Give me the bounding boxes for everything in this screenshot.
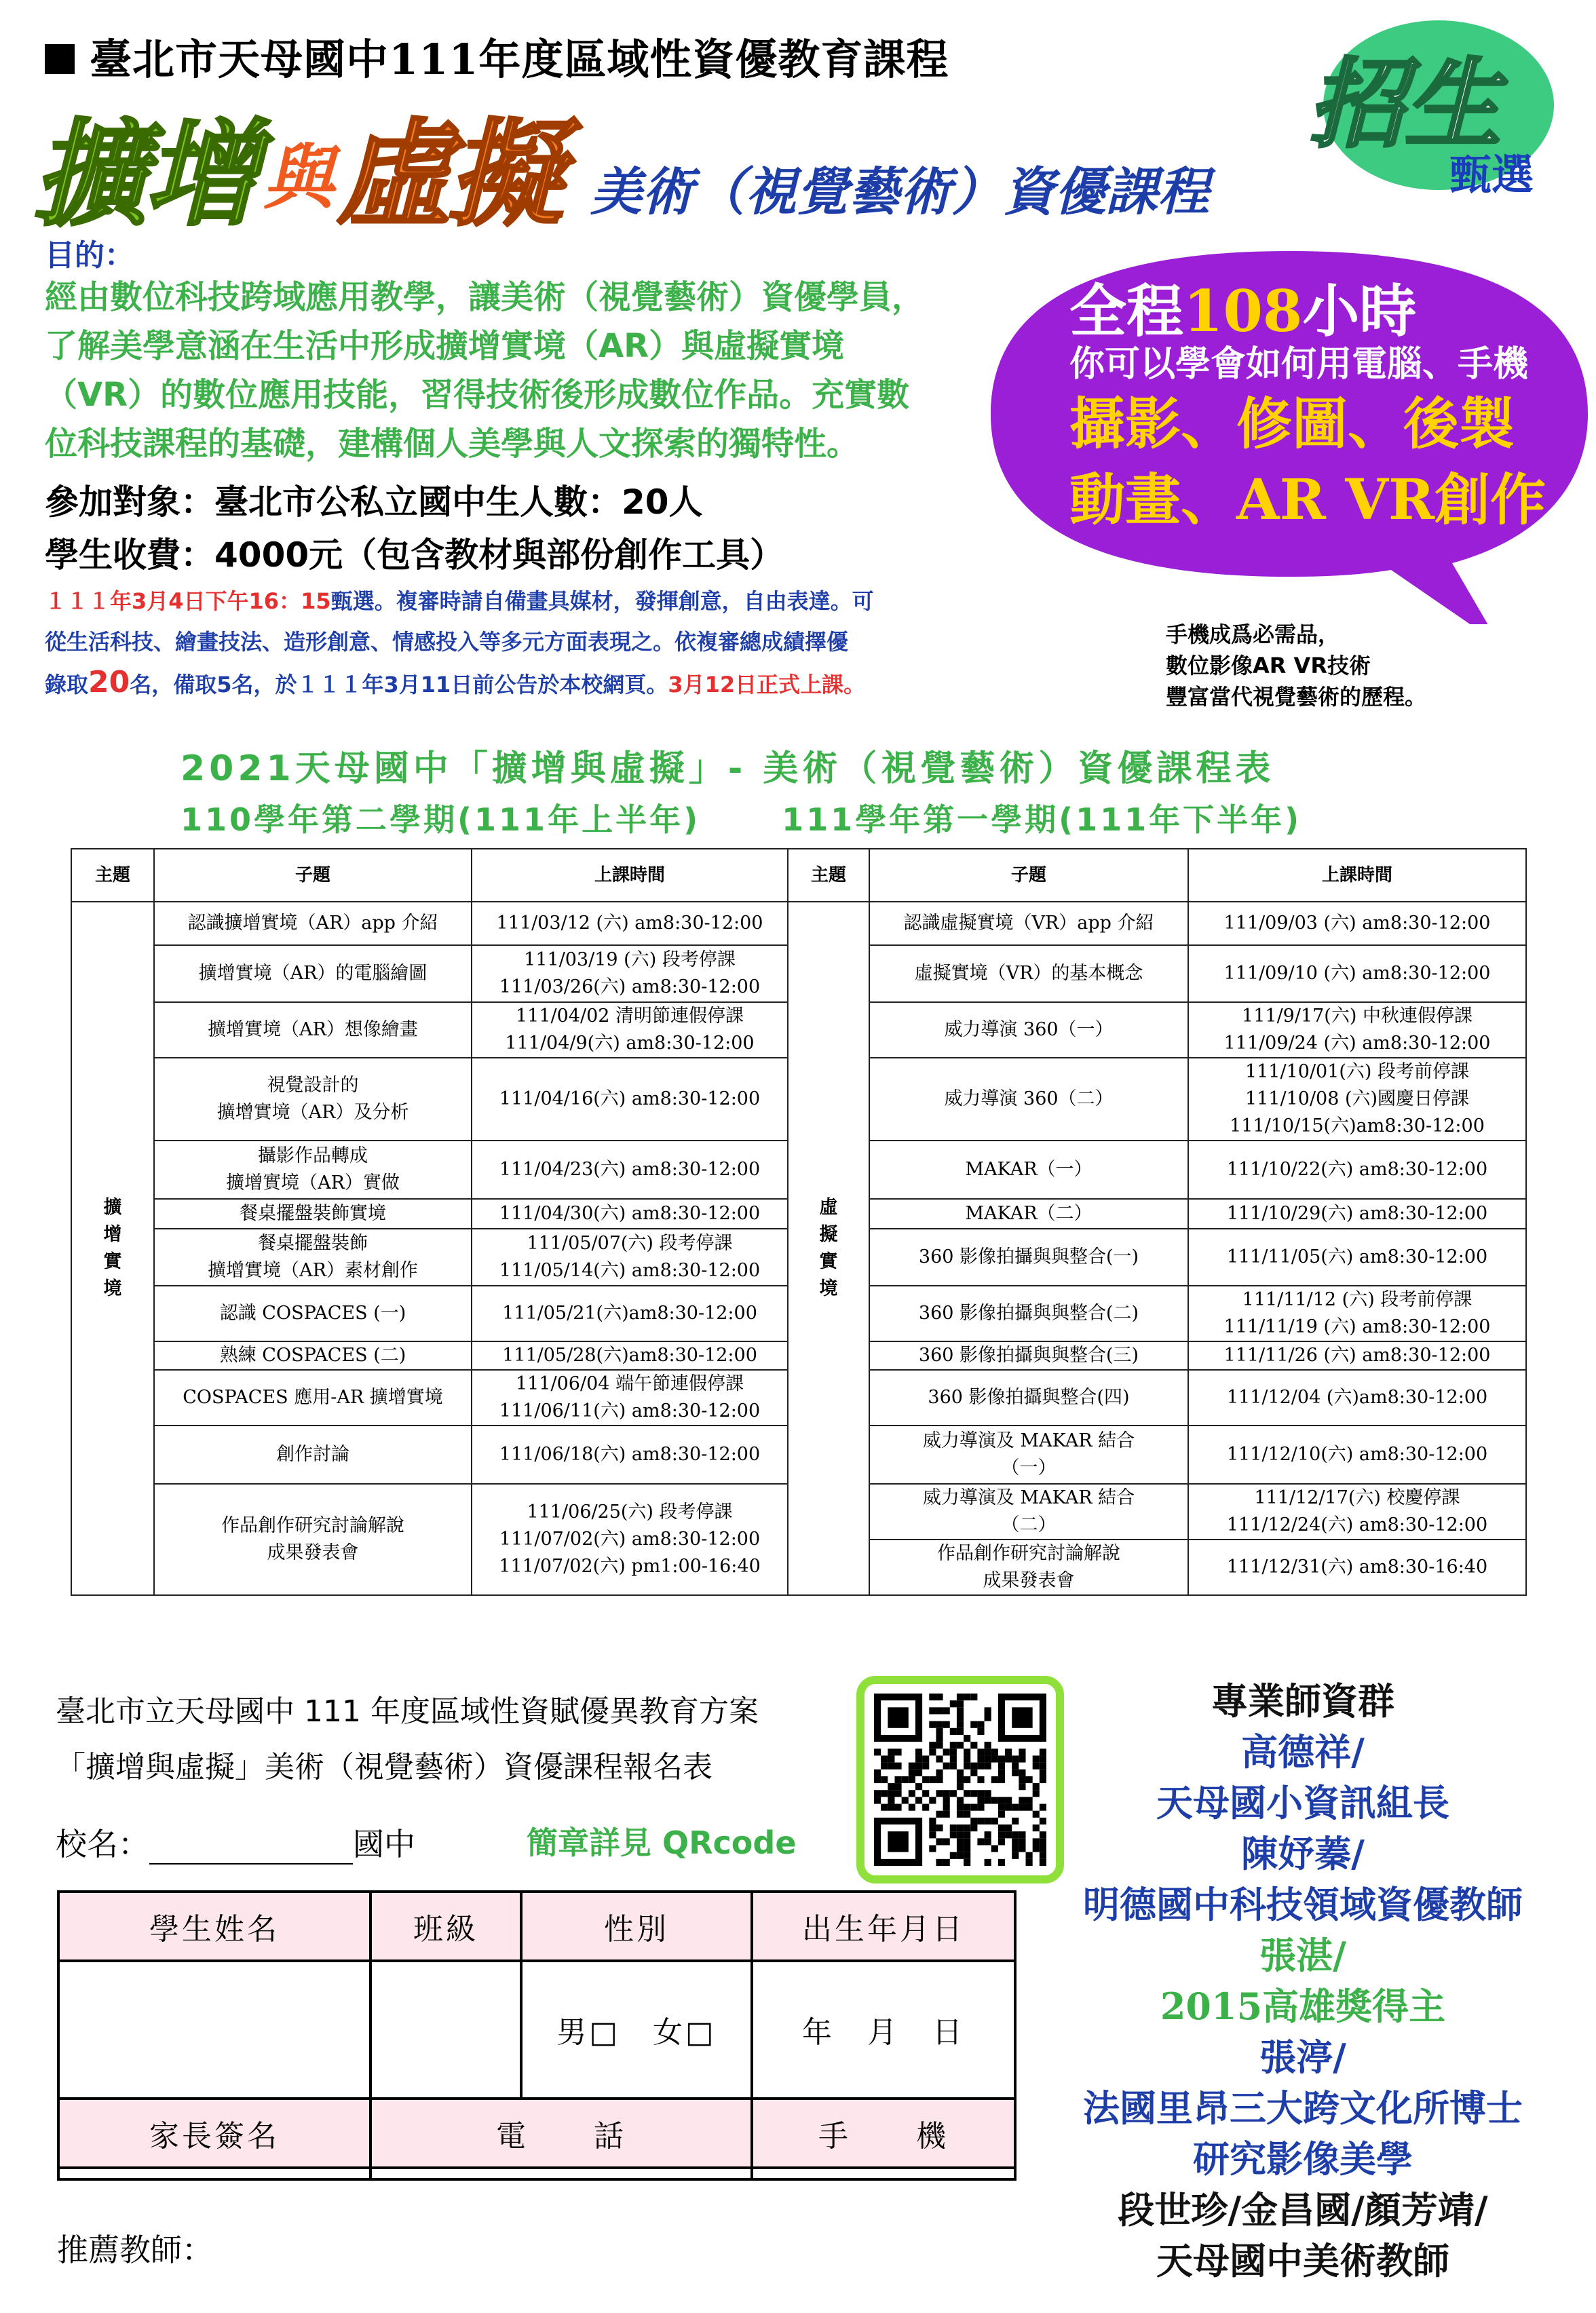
topic-cell: 擴增實境（AR）想像繪畫: [154, 1002, 472, 1058]
topic-cell: 虛擬實境（VR）的基本概念: [869, 945, 1188, 1002]
topic-cell: 擴增實境（AR）的電腦繪圖: [154, 945, 472, 1002]
topic-cell: 認識 COSPACES (一): [154, 1286, 472, 1341]
start-date: 3月12日正式上課。: [668, 672, 866, 697]
topic-cell: MAKAR（二）: [869, 1199, 1188, 1229]
time-cell: 111/11/26 (六) am8:30-12:00: [1188, 1341, 1526, 1370]
table-header: 子題: [154, 849, 472, 902]
purpose-line: 經由數位科技跨域應用教學，讓美術（視覺藝術）資優學員，: [45, 278, 925, 316]
staff-line: 天母國小資訊組長: [1156, 1781, 1449, 1824]
birthdate-field[interactable]: 年 月 日: [752, 1961, 1015, 2099]
notice-text: 甄選。複審時請自備畫具媒材，發揮創意，自由表達。可: [330, 588, 874, 614]
time-cell: 111/10/22(六) am8:30-12:00: [1188, 1141, 1526, 1199]
staff-line: 專業師資群: [1211, 1679, 1394, 1723]
form-subtitle: 「擴增與虛擬」美術（視覺藝術）資優課程報名表: [56, 1750, 712, 1784]
notice-text: 從生活科技、繪畫技法、造形創意、情感投入等多元方面表現之。依複審總成績擇優: [45, 629, 849, 655]
purpose-heading: 目的：: [45, 238, 134, 273]
time-cell: 111/11/05(六) am8:30-12:00: [1188, 1229, 1526, 1286]
time-cell: 111/11/12 (六) 段考前停課 111/11/19 (六) am8:30-12:00: [1188, 1286, 1526, 1341]
theme-cell: 虛 擬 實 境: [788, 902, 869, 1595]
topic-cell: 作品創作研究討論解說 成果發表會: [154, 1484, 472, 1595]
topic-cell: 認識擴增實境（AR）app 介紹: [154, 902, 472, 945]
topic-cell: 360 影像拍攝與整合(四): [869, 1370, 1188, 1426]
registration-form: [57, 1890, 1016, 2181]
staff-line: 陳妤蓁/: [1241, 1832, 1365, 1875]
form-label: 手 機: [752, 2099, 1015, 2168]
time-cell: 111/09/03 (六) am8:30-12:00: [1188, 902, 1526, 945]
banner-subtitle: 美術（視覺藝術）資優課程: [590, 161, 1209, 222]
bubble-line3: 攝影、修圖、後製: [1069, 392, 1515, 457]
time-cell: 111/12/10(六) am8:30-12:00: [1188, 1426, 1526, 1484]
topic-cell: 360 影像拍攝與與整合(一): [869, 1229, 1188, 1286]
staff-list: [1031, 1676, 1574, 2287]
time-cell: 111/06/18(六) am8:30-12:00: [472, 1426, 788, 1484]
time-cell: 111/12/31(六) am8:30-16:40: [1188, 1540, 1526, 1595]
topic-cell: 餐桌擺盤裝飾實境: [154, 1199, 472, 1229]
mobile-field[interactable]: [752, 2168, 1015, 2179]
parent-signature-field[interactable]: [58, 2168, 370, 2179]
topic-cell: 360 影像拍攝與與整合(三): [869, 1341, 1188, 1370]
theme-cell: 擴 增 實 境: [71, 902, 154, 1595]
table-header: 主題: [788, 849, 869, 902]
topic-cell: 熟練 COSPACES (二): [154, 1341, 472, 1370]
topic-cell: 威力導演 360（二）: [869, 1058, 1188, 1141]
banner-ar-text: 擴增: [33, 108, 256, 242]
time-cell: 111/9/17(六) 中秋連假停課 111/09/24 (六) am8:30-12:00: [1188, 1002, 1526, 1058]
page-header: 臺北市天母國中111年度區域性資優教育課程: [45, 26, 949, 86]
staff-line: 高德祥/: [1241, 1730, 1365, 1774]
staff-line: 法國里昂三大跨文化所博士: [1083, 2086, 1523, 2130]
form-label: 電 話: [370, 2099, 752, 2168]
time-cell: 111/06/04 端午節連假停課 111/06/11(六) am8:30-12:00: [472, 1370, 788, 1426]
time-cell: 111/04/02 清明節連假停課 111/04/9(六) am8:30-12:00: [472, 1002, 788, 1058]
topic-cell: 攝影作品轉成 擴增實境（AR）實做: [154, 1141, 472, 1199]
bubble-line2: 你可以學會如何用電腦、手機: [1069, 344, 1529, 385]
time-cell: 111/04/23(六) am8:30-12:00: [472, 1141, 788, 1199]
purpose-line: （VR）的數位應用技能，習得技術後形成數位作品。充實數: [45, 376, 910, 414]
staff-line: 研究影像美學: [1193, 2137, 1413, 2181]
schedule-title: 2021天母國中「擴增與虛擬」- 美術（視覺藝術）資優課程表: [180, 748, 1275, 789]
table-header: 主題: [71, 849, 154, 902]
time-cell: 111/05/07(六) 段考停課 111/05/14(六) am8:30-12:00: [472, 1229, 788, 1286]
topic-cell: 創作討論: [154, 1426, 472, 1484]
target-info: 參加對象：臺北市公私立國中生人數：20人: [45, 482, 703, 522]
school-field: 校名： 國中: [56, 1820, 415, 1865]
table-header: 上課時間: [1188, 849, 1526, 902]
square-bullet-icon: [45, 44, 75, 74]
topic-cell: MAKAR（一）: [869, 1141, 1188, 1199]
staff-line: 張渟/: [1259, 2035, 1346, 2079]
admit-count: 20: [88, 665, 130, 700]
purpose-line: 位科技課程的基礎，建構個人美學與人文探索的獨特性。: [45, 425, 860, 463]
class-field[interactable]: [370, 1961, 521, 2099]
selection-notice: １１１年3月4日下午16：15甄選。複審時請自備畫具媒材，發揮創意，自由表達。可 從生活科技、繪畫技法、造形創意、情感投入等多元方面表現之。依複審總成績擇優 錄取20名，備取5名，於１１１年3月11日前公告於本校網頁。3月12日正式上課。: [45, 581, 981, 705]
form-label: 學生姓名: [58, 1892, 370, 1961]
time-cell: 111/10/29(六) am8:30-12:00: [1188, 1199, 1526, 1229]
time-cell: 111/05/21(六)am8:30-12:00: [472, 1286, 788, 1341]
side-note: 手機成爲必需品， 數位影像AR VR技術 豐富當代視覺藝術的歷程。: [1166, 622, 1427, 710]
topic-cell: 作品創作研究討論解說 成果發表會: [869, 1540, 1188, 1595]
topic-cell: 餐桌擺盤裝飾 擴增實境（AR）素材創作: [154, 1229, 472, 1286]
time-cell: 111/04/30(六) am8:30-12:00: [472, 1199, 788, 1229]
time-cell: 111/03/19 (六) 段考停課 111/03/26(六) am8:30-12:00: [472, 945, 788, 1002]
banner-vr-text: 虛擬: [337, 108, 560, 242]
table-header: 子題: [869, 849, 1188, 902]
time-cell: 111/04/16(六) am8:30-12:00: [472, 1058, 788, 1141]
staff-line: 2015高雄獎得主: [1160, 1985, 1446, 2028]
staff-line: 段世珍/金昌國/顏芳靖/: [1118, 2188, 1488, 2232]
form-label: 性別: [521, 1892, 752, 1961]
form-label: 班級: [370, 1892, 521, 1961]
time-cell: 111/06/25(六) 段考停課 111/07/02(六) am8:30-12:00 111/07/02(六) pm1:00-16:40: [472, 1484, 788, 1595]
time-cell: 111/10/01(六) 段考前停課 111/10/08 (六)國慶日停課 111/10/15(六)am8:30-12:00: [1188, 1058, 1526, 1141]
time-cell: 111/03/12 (六) am8:30-12:00: [472, 902, 788, 945]
topic-cell: COSPACES 應用-AR 擴增實境: [154, 1370, 472, 1426]
gender-checkboxes[interactable]: 男□ 女□: [521, 1961, 752, 2099]
time-cell: 111/12/04 (六)am8:30-12:00: [1188, 1370, 1526, 1426]
bubble-line4: 動畫、AR VR創作: [1069, 467, 1546, 533]
schedule-semesters: 110學年第二學期(111年上半年) 111學年第一學期(111年下半年): [180, 801, 1302, 838]
notice-date: １１１年3月4日下午16：15: [45, 588, 331, 614]
purpose-text: [45, 273, 954, 468]
topic-cell: 威力導演 360（一）: [869, 1002, 1188, 1058]
topic-cell: 視覺設計的 擴增實境（AR）及分析: [154, 1058, 472, 1141]
fee-info: 學生收費：4000元（包含教材與部份創作工具）: [45, 535, 784, 575]
school-name-input[interactable]: [149, 1836, 353, 1865]
form-label: 家長簽名: [58, 2099, 370, 2168]
time-cell: 111/09/10 (六) am8:30-12:00: [1188, 945, 1526, 1002]
badge-main-text: 招生: [1308, 49, 1501, 161]
recommending-teacher: 推薦教師：: [57, 2232, 213, 2268]
enrollment-badge: [1308, 20, 1554, 199]
schedule-table: [71, 848, 1527, 1596]
staff-line: 張湛/: [1259, 1934, 1346, 1977]
form-label: 出生年月日: [752, 1892, 1015, 1961]
phone-field[interactable]: [370, 2168, 752, 2179]
purpose-line: 了解美學意涵在生活中形成擴增實境（AR）與虛擬實境: [45, 327, 845, 365]
form-title: 臺北市立天母國中 111 年度區域性資賦優異教育方案: [56, 1694, 759, 1729]
student-name-field[interactable]: [58, 1961, 370, 2099]
qr-code-icon[interactable]: [874, 1694, 1046, 1866]
topic-cell: 360 影像拍攝與與整合(二): [869, 1286, 1188, 1341]
bubble-hours: 全程108小時: [1069, 278, 1417, 345]
topic-cell: 威力導演及 MAKAR 結合 （一）: [869, 1426, 1188, 1484]
badge-sub-text: 甄選: [1449, 150, 1534, 199]
time-cell: 111/05/28(六)am8:30-12:00: [472, 1341, 788, 1370]
time-cell: 111/12/17(六) 校慶停課 111/12/24(六) am8:30-12:00: [1188, 1484, 1526, 1540]
topic-cell: 認識虛擬實境（VR）app 介紹: [869, 902, 1188, 945]
staff-line: 天母國中美術教師: [1156, 2239, 1449, 2282]
topic-cell: 威力導演及 MAKAR 結合 （二）: [869, 1484, 1188, 1540]
table-header: 上課時間: [472, 849, 788, 902]
staff-line: 明德國中科技領域資優教師: [1083, 1883, 1523, 1926]
qr-note: 簡章詳見 QRcode: [527, 1824, 797, 1861]
banner-and-text: 與: [263, 136, 335, 219]
